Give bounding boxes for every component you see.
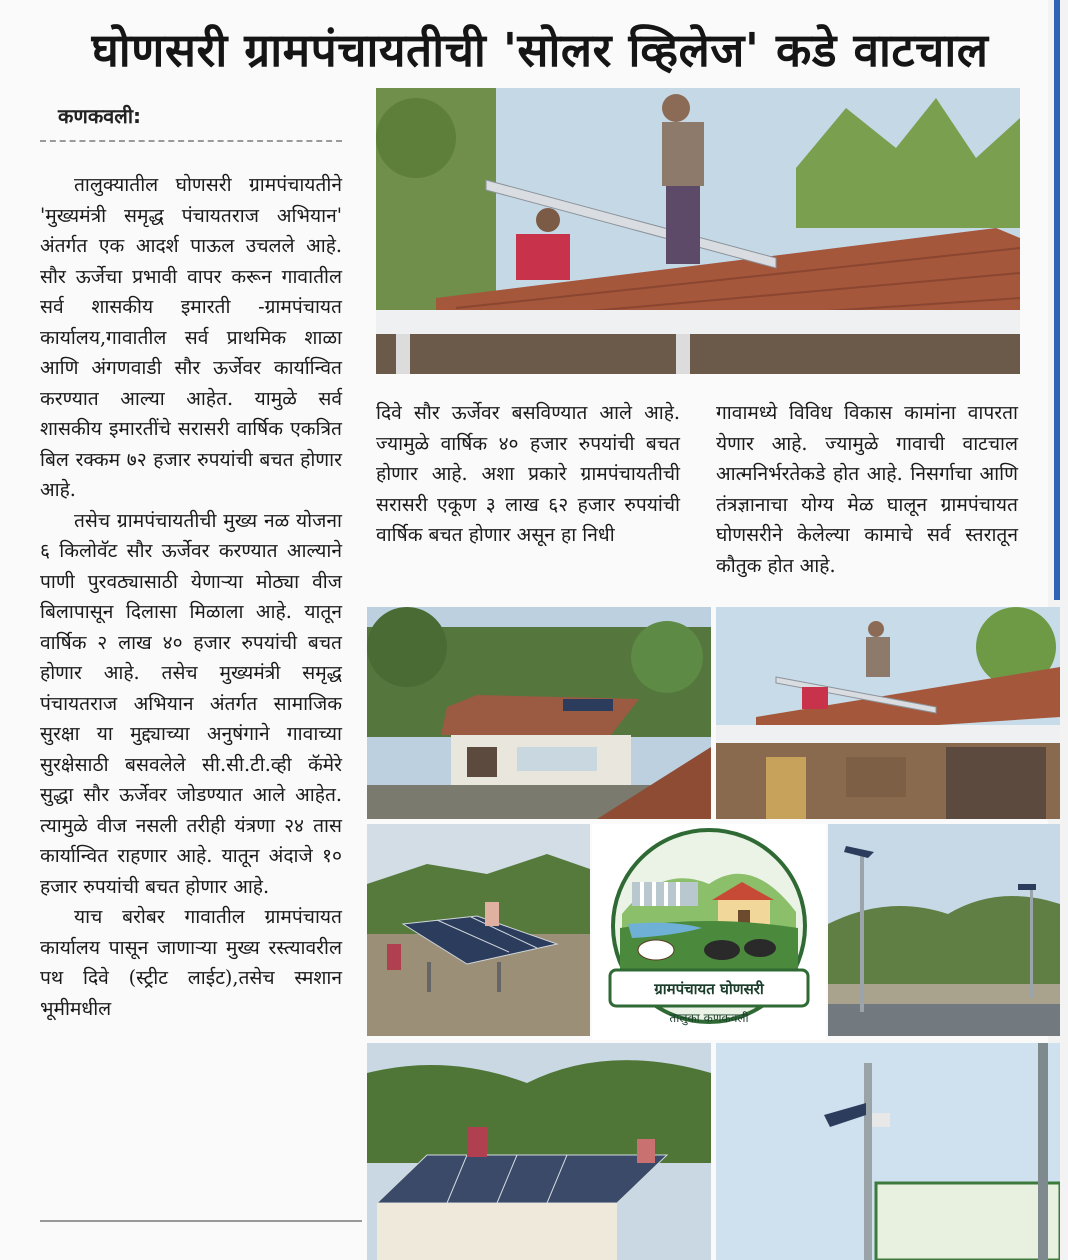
- column-end-rule: [40, 1220, 362, 1222]
- headline: घोणसरी ग्रामपंचायतीची 'सोलर व्हिलेज' कडे वाटचाल: [91, 23, 989, 77]
- gram-panchayat-logo: [592, 824, 826, 1040]
- photo-building-solar-roof: [367, 607, 711, 819]
- adjacent-column-edge: [1054, 0, 1060, 600]
- photo-cctv-solar-pole: [716, 1043, 1060, 1260]
- paragraph: दिवे सौर ऊर्जेवर बसविण्यात आले आहे. ज्यामुळे वार्षिक ४० हजार रुपयांची बचत होणार आहे. अशा प्रकारे ग्रामपंचायतीची सरासरी एकूण ३ लाख ६२ हजार रुपयांची वार्षिक बचत होणार असून हा निधी: [376, 401, 680, 546]
- photo-roof-installation: [376, 88, 1020, 374]
- paragraph: याच बरोबर गावातील ग्रामपंचायत कार्यालय पासून जाणाऱ्या मुख्य रस्त्यावरील पथ दिवे (स्ट्रीट लाईट),तसेच स्मशान भूमीमधील: [40, 905, 342, 1020]
- photo-ground-solar-array: [367, 824, 590, 1036]
- photo-solar-street-lights: [828, 824, 1060, 1036]
- photo-roof-installation-2: [716, 607, 1060, 819]
- article-column-1: [40, 170, 342, 1024]
- article-column-2: [376, 398, 680, 551]
- dateline-divider: [40, 140, 342, 142]
- logo-subtitle: तालुका कणकवली: [669, 1011, 749, 1025]
- article-column-3: [716, 398, 1018, 581]
- dateline: कणकवली:: [58, 104, 142, 128]
- photo-rooftop-solar-people: [367, 1043, 711, 1260]
- logo-title: ग्रामपंचायत घोणसरी: [654, 980, 764, 998]
- paragraph: तालुक्यातील घोणसरी ग्रामपंचायतीने 'मुख्यमंत्री समृद्ध पंचायतराज अभियान' अंतर्गत एक आदर्श पाऊल उचलले आहे. सौर ऊर्जेचा प्रभावी वापर करून गावातील सर्व शासकीय इमारती -ग्रामपंचायत कार्यालय,गावातील सर्व प्राथमिक शाळा आणि अंगणवाडी सौर ऊर्जेवर कार्यान्वित करण्यात आल्या आहेत. यामुळे सर्व शासकीय इमारतींचे सरासरी वार्षिक एकत्रित बिल रक्कम ७२ हजार रुपयांची बचत होणार आहे.: [40, 173, 342, 501]
- paragraph: गावामध्ये विविध विकास कामांना वापरता येणार आहे. ज्यामुळे गावाची वाटचाल आत्मनिर्भरतेकडे होत आहे. निसर्गाचा आणि तंत्रज्ञानाचा योग्य मेळ घालून ग्रामपंचायत घोणसरीने केलेल्या कामाचे सर्व स्तरातून कौतुक होत आहे.: [716, 401, 1018, 577]
- paragraph: तसेच ग्रामपंचायतीची मुख्य नळ योजना ६ किलोवॅट सौर ऊर्जेवर करण्यात आल्याने पाणी पुरवठ्यासाठी येणाऱ्या मोठ्या वीज बिलापासून दिलासा मिळाला आहे. यातून वार्षिक २ लाख ४० हजार रुपयांची बचत होणार आहे. तसेच मुख्यमंत्री समृद्ध पंचायतराज अभियान अंतर्गत सामाजिक सुरक्षा या मुद्द्याच्या अनुषंगाने गावाच्या सुरक्षेसाठी बसवलेले सी.सी.टी.व्ही कॅमेरे सुद्धा सौर ऊर्जेवर जोडण्यात आले आहेत. त्यामुळे वीज नसली तरीही यंत्रणा २४ तास कार्यान्वित राहणार आहे. यातून अंदाजे १० हजार रुपयांची बचत होणार आहे.: [40, 508, 342, 898]
